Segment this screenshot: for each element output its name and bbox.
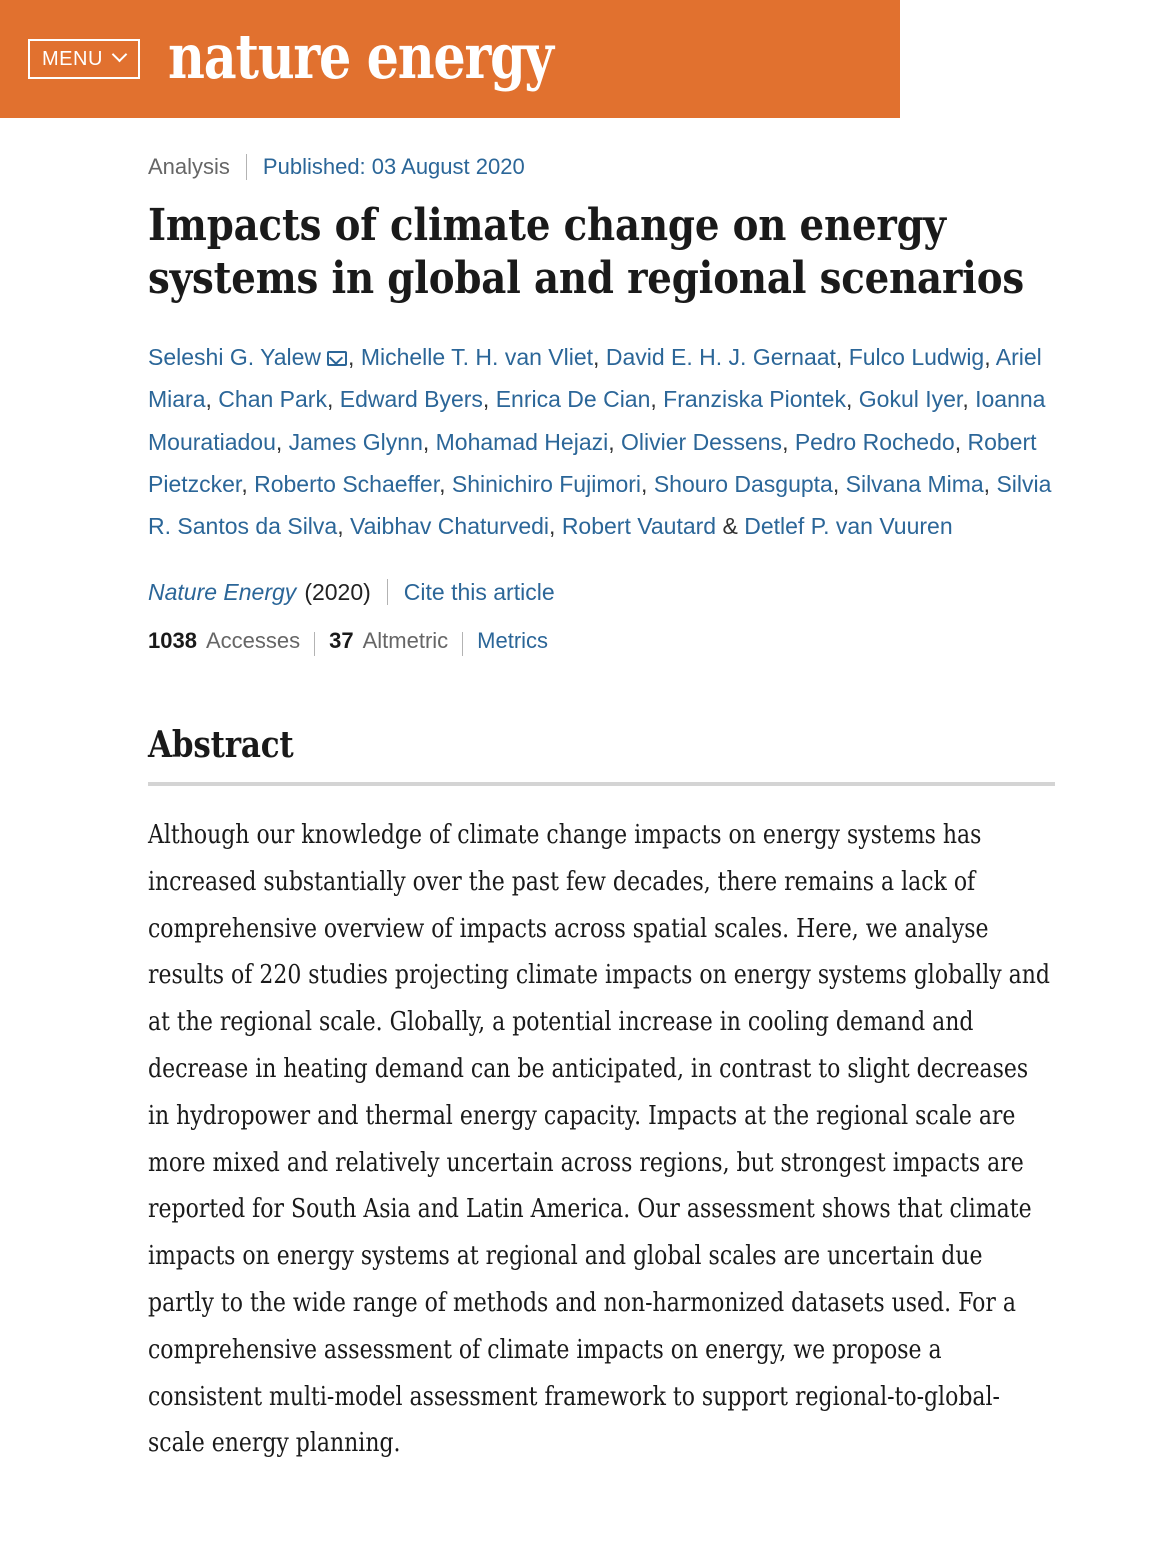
- author-link[interactable]: Chan Park: [218, 386, 327, 413]
- article-content: [148, 154, 1055, 1467]
- author-link[interactable]: David E. H. J. Gernaat: [605, 343, 836, 370]
- author-separator: ,: [241, 470, 255, 497]
- author-separator: ,: [593, 343, 606, 370]
- altmetric-count: 37: [329, 628, 354, 654]
- menu-button[interactable]: [28, 39, 140, 79]
- citation-line: [148, 578, 1055, 608]
- author-separator: ,: [337, 513, 350, 540]
- article-type: Analysis: [148, 154, 230, 179]
- author-link[interactable]: James Glynn: [288, 428, 423, 455]
- author-separator: ,: [983, 470, 997, 497]
- metrics-line: [148, 627, 1055, 656]
- author-separator: ,: [782, 428, 795, 455]
- author-separator: ,: [275, 428, 289, 455]
- citation-divider: [387, 579, 388, 605]
- author-separator: ,: [954, 428, 968, 455]
- author-link[interactable]: Mohamad Hejazi: [435, 428, 609, 455]
- abstract-heading: Abstract: [148, 724, 294, 767]
- author-link[interactable]: Ioanna Mouratiadou: [148, 386, 1046, 455]
- author-link[interactable]: Shinichiro Fujimori: [451, 470, 642, 497]
- accesses-count: 1038: [148, 628, 197, 654]
- envelope-icon[interactable]: [327, 351, 347, 366]
- menu-button-label: MENU: [42, 47, 103, 70]
- author-link[interactable]: Silvana Mima: [845, 470, 984, 497]
- author-separator: ,: [482, 386, 496, 413]
- journal-logo[interactable]: nature energy: [167, 20, 553, 93]
- author-link[interactable]: Pedro Rochedo: [794, 428, 955, 455]
- accesses-label: Accesses: [205, 628, 301, 654]
- author-separator: ,: [608, 428, 622, 455]
- breadcrumb: [148, 154, 1055, 180]
- author-separator: ,: [439, 470, 452, 497]
- metrics-link[interactable]: Metrics: [477, 628, 549, 654]
- author-link[interactable]: Ariel Miara: [148, 343, 1042, 413]
- author-link[interactable]: Robert Vautard: [561, 513, 717, 540]
- author-link[interactable]: Robert Pietzcker: [148, 428, 1037, 497]
- author-separator: ,: [832, 470, 846, 497]
- author-link[interactable]: Shouro Dasgupta: [653, 470, 833, 497]
- journal-name: Nature Energy: [148, 578, 297, 605]
- author-separator: ,: [422, 428, 436, 455]
- author-separator: ,: [984, 343, 996, 370]
- author-link[interactable]: Seleshi G. Yalew: [148, 343, 322, 370]
- author-link[interactable]: Vaibhav Chaturvedi: [350, 513, 550, 540]
- author-separator: ,: [326, 386, 340, 413]
- author-link[interactable]: Gokul Iyer: [858, 386, 963, 413]
- author-separator: ,: [205, 386, 219, 413]
- abstract-text: Although our knowledge of climate change impacts on energy systems has increased substantially over the past few decades, there remains a lack of comprehensive overview of impacts across spatial scales. Here, we analyse results of 220 studies projecting climate impacts on energy systems globally and at the regional scale. Globally, a potential increase in cooling demand and decrease in heating demand can be anticipated, in contrast to slight decreases in hydropower and thermal energy capacity. Impacts at the regional scale are more mixed and relatively uncertain across regions, but strongest impacts are reported for South Asia and Latin America. Our assessment shows that climate impacts on energy systems at regional and global scales are uncertain due partly to the wide range of methods and non-harmonized datasets used. For a comprehensive assessment of climate impacts on energy, we propose a consistent multi-model assessment framework to support regional-to-global-scale energy planning.: [148, 820, 1050, 1459]
- author-separator: ,: [835, 343, 849, 370]
- cite-this-article-link[interactable]: Cite this article: [403, 578, 555, 605]
- author-link[interactable]: Franziska Piontek: [663, 386, 846, 413]
- chevron-down-icon: [113, 49, 126, 62]
- author-separator: &: [716, 513, 745, 540]
- metrics-divider-2: [462, 632, 463, 656]
- author-link[interactable]: Edward Byers: [339, 386, 483, 413]
- author-list: [148, 336, 1055, 548]
- abstract-rule: [148, 782, 1055, 786]
- author-separator: ,: [641, 470, 654, 497]
- author-link[interactable]: Michelle T. H. van Vliet: [360, 343, 594, 370]
- author-separator: ,: [549, 513, 562, 540]
- author-separator: ,: [650, 386, 664, 413]
- breadcrumb-divider: [246, 154, 247, 180]
- author-separator: ,: [962, 386, 976, 413]
- author-link[interactable]: Enrica De Cian: [495, 386, 651, 413]
- site-masthead: [0, 0, 900, 118]
- author-link[interactable]: Silvia R. Santos da Silva: [148, 470, 1052, 540]
- metrics-divider-1: [314, 632, 315, 656]
- author-separator: ,: [348, 343, 361, 370]
- author-link[interactable]: Roberto Schaeffer: [254, 470, 440, 497]
- author-link[interactable]: Fulco Ludwig: [848, 343, 985, 370]
- author-link[interactable]: Detlef P. van Vuuren: [744, 513, 953, 540]
- publication-year: (2020): [304, 578, 371, 605]
- page-title: Impacts of climate change on energy systems in global and regional scenarios: [148, 200, 1024, 305]
- published-date: Published: 03 August 2020: [262, 154, 525, 179]
- altmetric-label: Altmetric: [362, 628, 449, 654]
- author-separator: ,: [845, 386, 859, 413]
- author-link[interactable]: Olivier Dessens: [621, 428, 783, 455]
